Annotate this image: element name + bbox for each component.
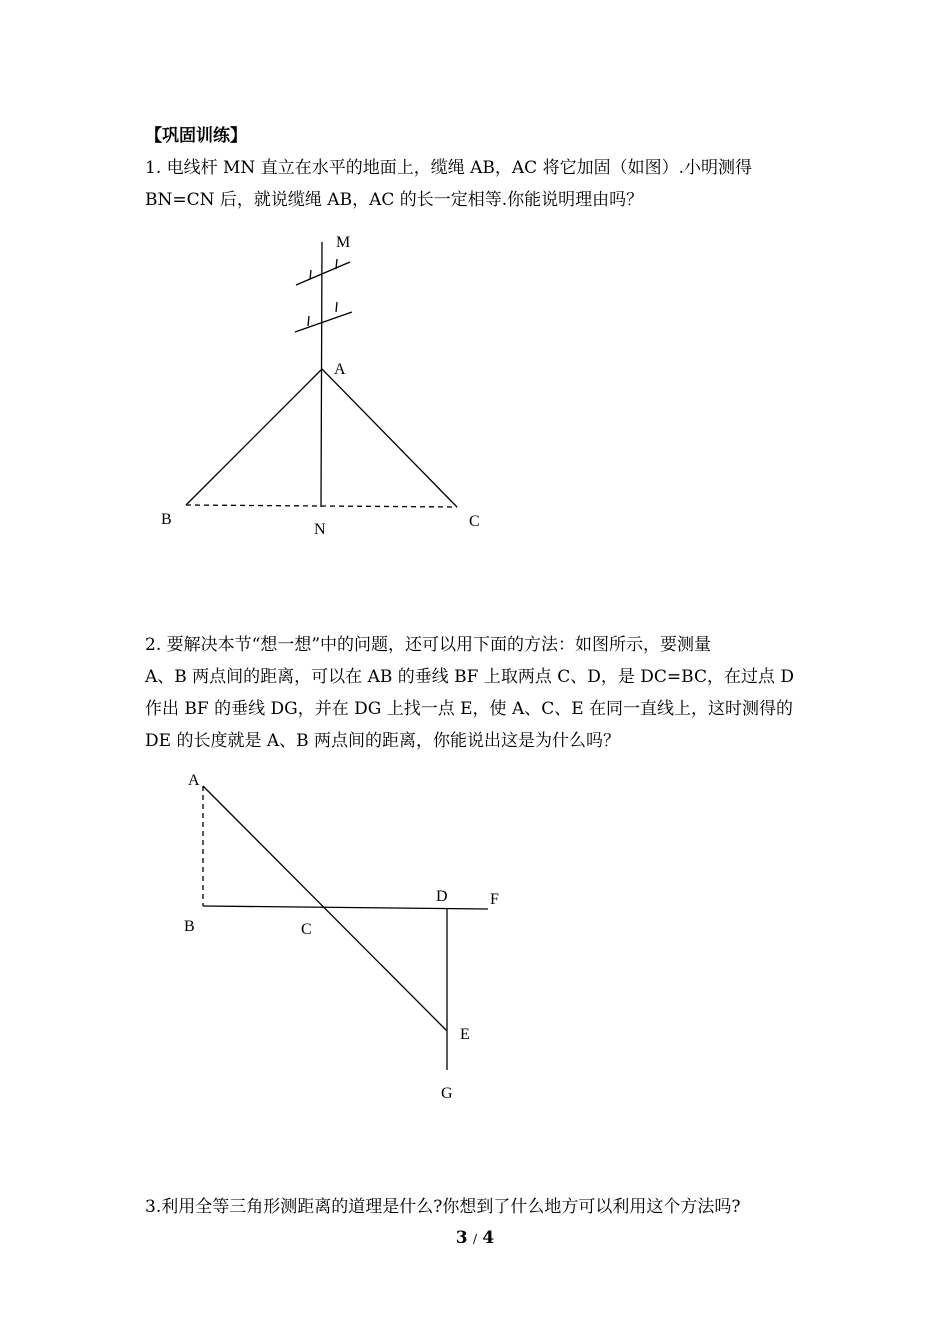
q2-text-line-3: 作出 BF 的垂线 DG，并在 DG 上找一点 E，使 A、C、E 在同一直线上，这时测得的 xyxy=(145,699,794,719)
label-g2: G xyxy=(441,1085,453,1102)
page-total: 4 xyxy=(482,1228,495,1248)
page-separator: / xyxy=(472,1232,478,1246)
crossbar-upper xyxy=(296,262,350,285)
label-a2: A xyxy=(188,772,200,789)
q3-text-line-1: 3.利用全等三角形测距离的道理是什么?你想到了什么地方可以利用这个方法吗? xyxy=(145,1197,741,1217)
label-d2: D xyxy=(436,888,448,905)
section-heading: 【巩固训练】 xyxy=(145,126,247,146)
crossbar-lower xyxy=(295,312,352,332)
insulator-tick xyxy=(336,302,337,312)
figure-1-pole-diagram xyxy=(186,242,457,507)
q2-text-line-4: DE 的长度就是 A、B 两点间的距离，你能说出这是为什么吗？ xyxy=(145,731,621,751)
cable-ac xyxy=(322,369,457,507)
insulator-tick xyxy=(308,316,309,326)
label-c: C xyxy=(469,513,480,530)
q1-text-line-2: BN=CN 后，就说缆绳 AB，AC 的长一定相等.你能说明理由吗？ xyxy=(145,190,644,210)
line-bf xyxy=(203,906,488,909)
label-n: N xyxy=(314,521,326,538)
label-c2: C xyxy=(301,921,312,938)
label-f2: F xyxy=(490,891,499,908)
page-number xyxy=(0,1228,950,1248)
insulator-tick xyxy=(310,270,311,279)
pole-mn xyxy=(321,242,322,507)
page-current: 3 xyxy=(455,1228,468,1248)
label-m: M xyxy=(336,234,351,251)
figure-2-distance-diagram xyxy=(203,786,488,1070)
q2-text-line-2: A、B 两点间的距离，可以在 AB 的垂线 BF 上取两点 C、D，是 DC=BC，在过点 D xyxy=(145,667,795,687)
label-b: B xyxy=(161,511,172,528)
q1-text-line-1: 1. 电线杆 MN 直立在水平的地面上，缆绳 AB，AC 将它加固（如图）.小明测得 xyxy=(145,158,752,178)
label-b2: B xyxy=(184,918,195,935)
q2-text-line-1: 2. 要解决本节“想一想”中的问题，还可以用下面的方法：如图所示，要测量 xyxy=(145,635,712,655)
label-e2: E xyxy=(460,1026,470,1043)
cable-ab xyxy=(186,369,322,505)
label-a: A xyxy=(334,361,346,378)
